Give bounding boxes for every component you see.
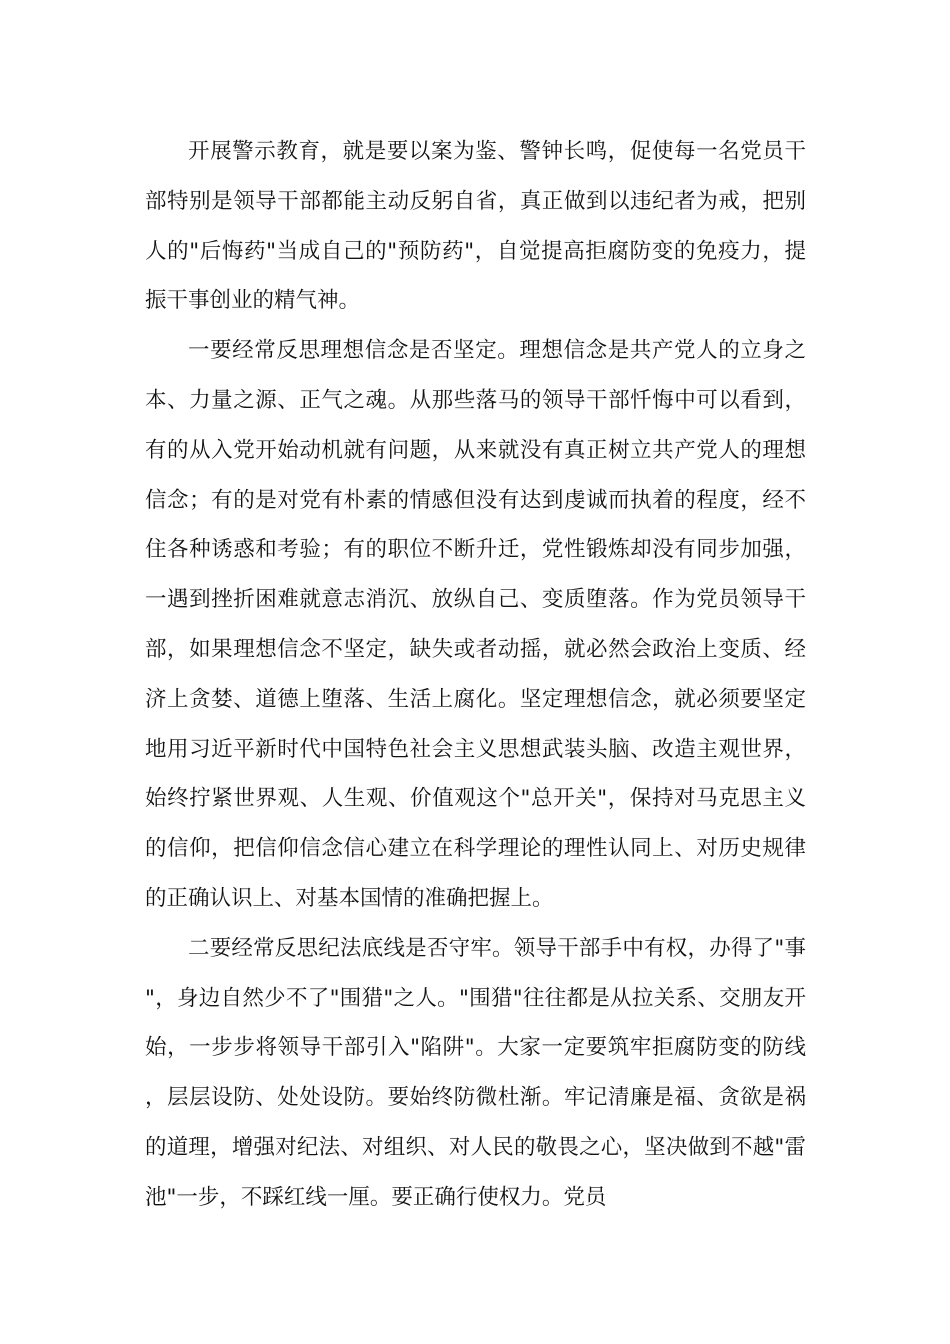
paragraph-discipline-bottom-line: 二要经常反思纪法底线是否守牢。领导干部手中有权，办得了"事"，身边自然少不了"围猎"之人。"围猎"往往都是从拉关系、交朋友开始，一步步将领导干部引入"陷阱"。大家一定要筑牢拒腐防变的防线，层层设防、处处设防。要始终防微杜渐。牢记清廉是福、贪欲是祸的道理，增强对纪法、对组织、对人民的敬畏之心，坚决做到不越"雷池"一步，不踩红线一厘。要正确行使权力。党员 [145,935,806,1210]
paragraph-ideals-and-beliefs: 一要经常反思理想信念是否坚定。理想信念是共产党人的立身之本、力量之源、正气之魂。从那些落马的领导干部忏悔中可以看到，有的从入党开始动机就有问题，从来就没有真正树立共产党人的理想信念；有的是对党有朴素的情感但没有达到虔诚而执着的程度，经不住各种诱惑和考验；有的职位不断升迁，党性锻炼却没有同步加强，一遇到挫折困难就意志消沉、放纵自己、变质堕落。作为党员领导干部，如果理想信念不坚定，缺失或者动摇，就必然会政治上变质、经济上贪婪、道德上堕落、生活上腐化。坚定理想信念，就必须要坚定地用习近平新时代中国特色社会主义思想武装头脑、改造主观世界，始终拧紧世界观、人生观、价值观这个"总开关"，保持对马克思主义的信仰，把信仰信念信心建立在科学理论的理性认同上、对历史规律的正确认识上、对基本国情的准确把握上。 [145,338,806,911]
document-body [145,127,806,1223]
paragraph-warning-education: 开展警示教育，就是要以案为鉴、警钟长鸣，促使每一名党员干部特别是领导干部都能主动反躬自省，真正做到以违纪者为戒，把别人的"后悔药"当成自己的"预防药"，自觉提高拒腐防变的免疫力，提振干事创业的精气神。 [145,139,806,314]
